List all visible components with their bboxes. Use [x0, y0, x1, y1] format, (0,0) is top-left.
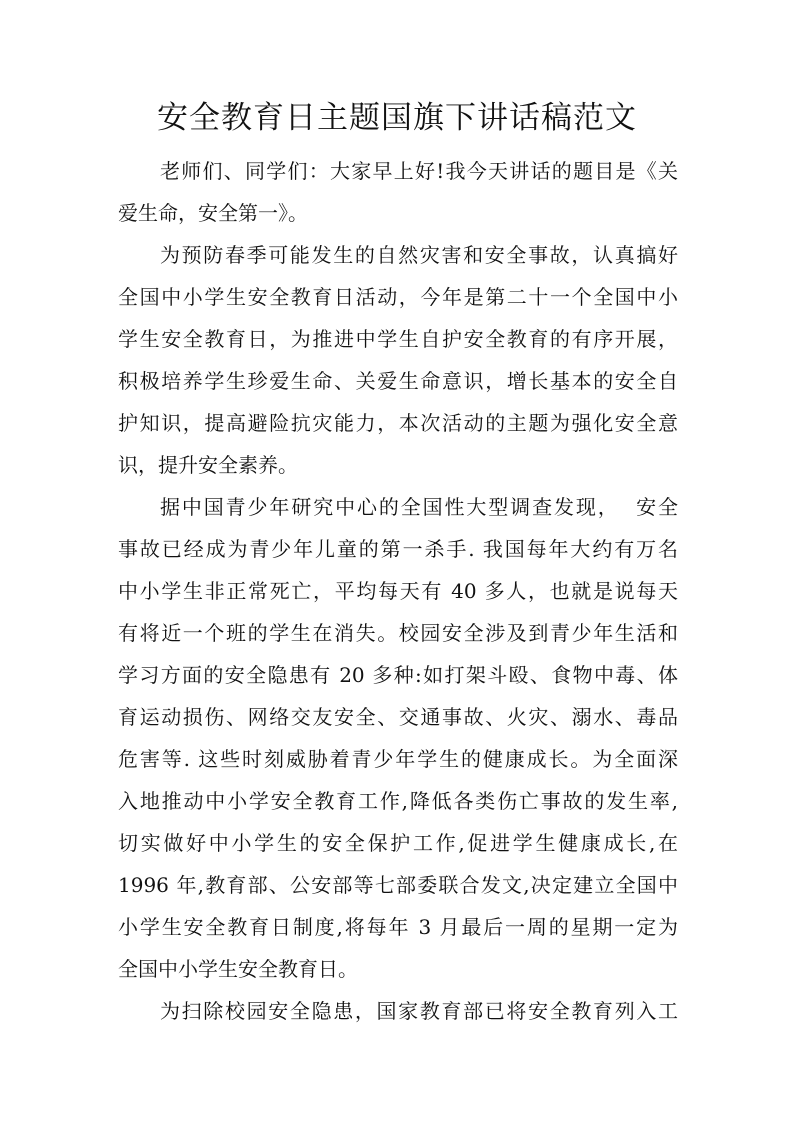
paragraph [118, 486, 678, 990]
text-line: 识，提升安全素养。 [118, 453, 298, 477]
text-line: 积极培养学生珍爱生命、关爱生命意识，增长基本的安全自 [118, 369, 678, 393]
paragraph [118, 990, 678, 1032]
text-line: 小学生安全教育日制度,将每年 3 月最后一周的星期一定为 [118, 915, 678, 939]
text-line: 育运动损伤、网络交友安全、交通事故、火灾、溺水、毒品 [118, 705, 678, 729]
text-line: 全国中小学生安全教育日。 [118, 957, 358, 981]
text-line: 爱生命，安全第一》。 [118, 201, 308, 225]
text-line: 1996 年,教育部、公安部等七部委联合发文,决定建立全国中 [118, 873, 678, 897]
paragraph [118, 234, 678, 486]
text-line: 全国中小学生安全教育日活动，今年是第二十一个全国中小 [118, 285, 678, 309]
text-line: 为预防春季可能发生的自然灾害和安全事故，认真搞好 [160, 243, 678, 267]
text-line: 事故已经成为青少年儿童的第一杀手. 我国每年大约有万名 [118, 537, 678, 561]
text-line: 危害等. 这些时刻威胁着青少年学生的健康成长。为全面深 [118, 747, 678, 771]
text-line: 有将近一个班的学生在消失。校园安全涉及到青少年生活和 [118, 621, 678, 645]
text-line: 老师们、同学们：大家早上好!我今天讲话的题目是《关 [160, 159, 678, 183]
text-line: 入地推动中小学安全教育工作,降低各类伤亡事故的发生率, [118, 789, 678, 813]
document-title: 安全教育日主题国旗下讲话稿范文 [157, 100, 637, 136]
document-body [118, 150, 678, 1032]
text-line: 学习方面的安全隐患有 20 多种:如打架斗殴、食物中毒、体 [118, 663, 678, 687]
text-line: 中小学生非正常死亡，平均每天有 40 多人，也就是说每天 [118, 579, 678, 603]
text-line: 学生安全教育日，为推进中学生自护安全教育的有序开展， [118, 327, 678, 351]
text-line: 护知识，提高避险抗灾能力，本次活动的主题为强化安全意 [118, 411, 678, 435]
paragraph [118, 150, 678, 234]
text-line: 为扫除校园安全隐患，国家教育部已将安全教育列入工 [160, 999, 678, 1023]
text-line: 据中国青少年研究中心的全国性大型调查发现， 安全 [160, 495, 678, 519]
text-line: 切实做好中小学生的安全保护工作,促进学生健康成长,在 [118, 831, 678, 855]
